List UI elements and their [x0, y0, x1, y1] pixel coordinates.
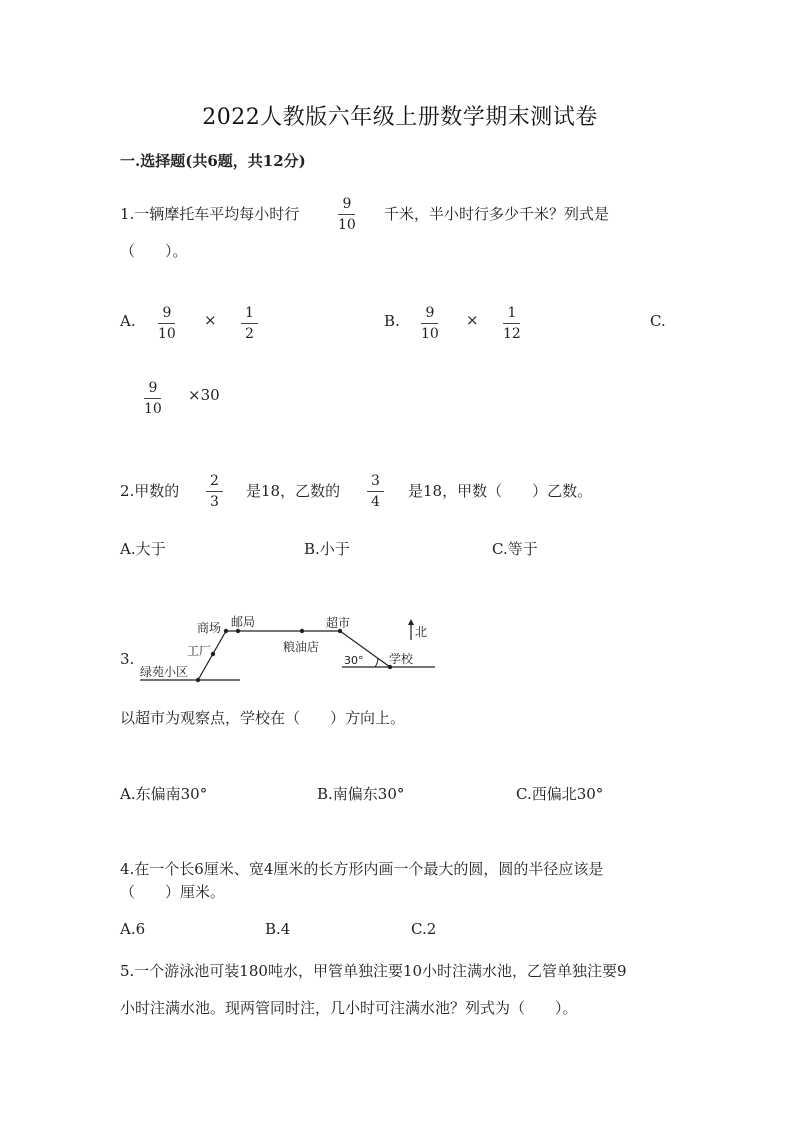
fraction-denominator: 4	[371, 494, 380, 510]
q1-option-c-fraction	[144, 381, 162, 416]
fraction-numerator: 9	[158, 306, 175, 324]
fraction-numerator: 2	[206, 474, 223, 492]
section-heading: 一.选择题(共6题，共12分)	[120, 152, 306, 170]
times-sign: ×	[204, 311, 217, 329]
q1-option-a-label: A.	[120, 312, 136, 330]
q2-fraction1	[206, 474, 223, 509]
q1-option-a-fraction2	[241, 306, 258, 341]
q1-blank-line: （ ）。	[120, 242, 188, 260]
q1-option-c-tail: ×30	[188, 386, 220, 404]
q5-line2: 小时注满水池。现两管同时注，几小时可注满水池？列式为（ ）。	[120, 999, 578, 1017]
fraction-numerator: 9	[144, 381, 161, 399]
label-supermarket: 超市	[326, 616, 351, 630]
q1-text-end: 千米，半小时行多少千米？列式是	[384, 205, 610, 223]
q2-fraction2	[367, 474, 384, 509]
q1-option-b-label: B.	[384, 312, 400, 330]
q5-line1: 5.一个游泳池可装180吨水，甲管单独注要10小时注满水池，乙管单独注要9	[120, 962, 627, 980]
q3-number: 3.	[120, 650, 135, 668]
q3-option-a: A.东偏南30°	[120, 785, 208, 803]
fraction-denominator: 10	[338, 217, 356, 233]
fraction-denominator: 10	[144, 401, 162, 417]
q1-option-c-label: C.	[650, 312, 666, 330]
label-north: 北	[415, 625, 428, 639]
label-mall: 商场	[197, 621, 222, 635]
q2-option-c: C.等于	[492, 540, 538, 558]
point-grain	[300, 629, 304, 633]
fraction-numerator: 1	[503, 306, 520, 324]
fraction-numerator: 1	[241, 306, 258, 324]
point-mall	[224, 629, 228, 633]
label-post: 邮局	[231, 615, 256, 629]
q2-text-start: 2.甲数的	[120, 482, 180, 500]
q4-option-a: A.6	[120, 920, 146, 938]
north-arrow-icon	[408, 619, 414, 625]
angle-arc	[375, 658, 378, 667]
fraction-denominator: 10	[158, 326, 176, 342]
q2-text-end: 是18，甲数（ ）乙数。	[408, 482, 593, 500]
q2-text-middle: 是18，乙数的	[246, 482, 341, 500]
q4-line2: （ ）厘米。	[120, 883, 226, 901]
times-sign: ×	[466, 311, 479, 329]
label-school: 学校	[389, 652, 414, 666]
q1-option-b-fraction1	[421, 306, 439, 341]
q1-text-start: 1.一辆摩托车平均每小时行	[120, 205, 300, 223]
point-factory	[211, 652, 215, 656]
fraction-denominator: 10	[421, 326, 439, 342]
fraction-denominator: 12	[503, 326, 521, 342]
label-grain: 粮油店	[283, 640, 320, 654]
fraction-denominator: 3	[210, 494, 219, 510]
q4-option-b: B.4	[265, 920, 291, 938]
fraction-numerator: 3	[367, 474, 384, 492]
point-community	[196, 678, 200, 682]
q1-option-a-fraction1	[158, 306, 176, 341]
point-post	[236, 629, 240, 633]
q3-option-c: C.西偏北30°	[516, 785, 604, 803]
page-title: 2022人教版六年级上册数学期末测试卷	[202, 105, 598, 130]
q1-fraction	[338, 197, 356, 232]
q2-option-b: B.小于	[304, 540, 350, 558]
q3-map-diagram	[130, 610, 450, 690]
q2-option-a: A.大于	[120, 540, 166, 558]
fraction-numerator: 9	[421, 306, 438, 324]
label-angle: 30°	[344, 654, 364, 667]
q3-question-text: 以超市为观察点，学校在（ ）方向上。	[120, 709, 406, 727]
q4-line1: 4.在一个长6厘米、宽4厘米的长方形内画一个最大的圆，圆的半径应该是	[120, 860, 604, 878]
q1-option-b-fraction2	[503, 306, 521, 341]
label-factory: 工厂	[187, 644, 212, 658]
fraction-denominator: 2	[245, 326, 254, 342]
fraction-numerator: 9	[338, 197, 355, 215]
label-community: 绿苑小区	[140, 665, 189, 679]
q3-option-b: B.南偏东30°	[317, 785, 405, 803]
q4-option-c: C.2	[411, 920, 437, 938]
